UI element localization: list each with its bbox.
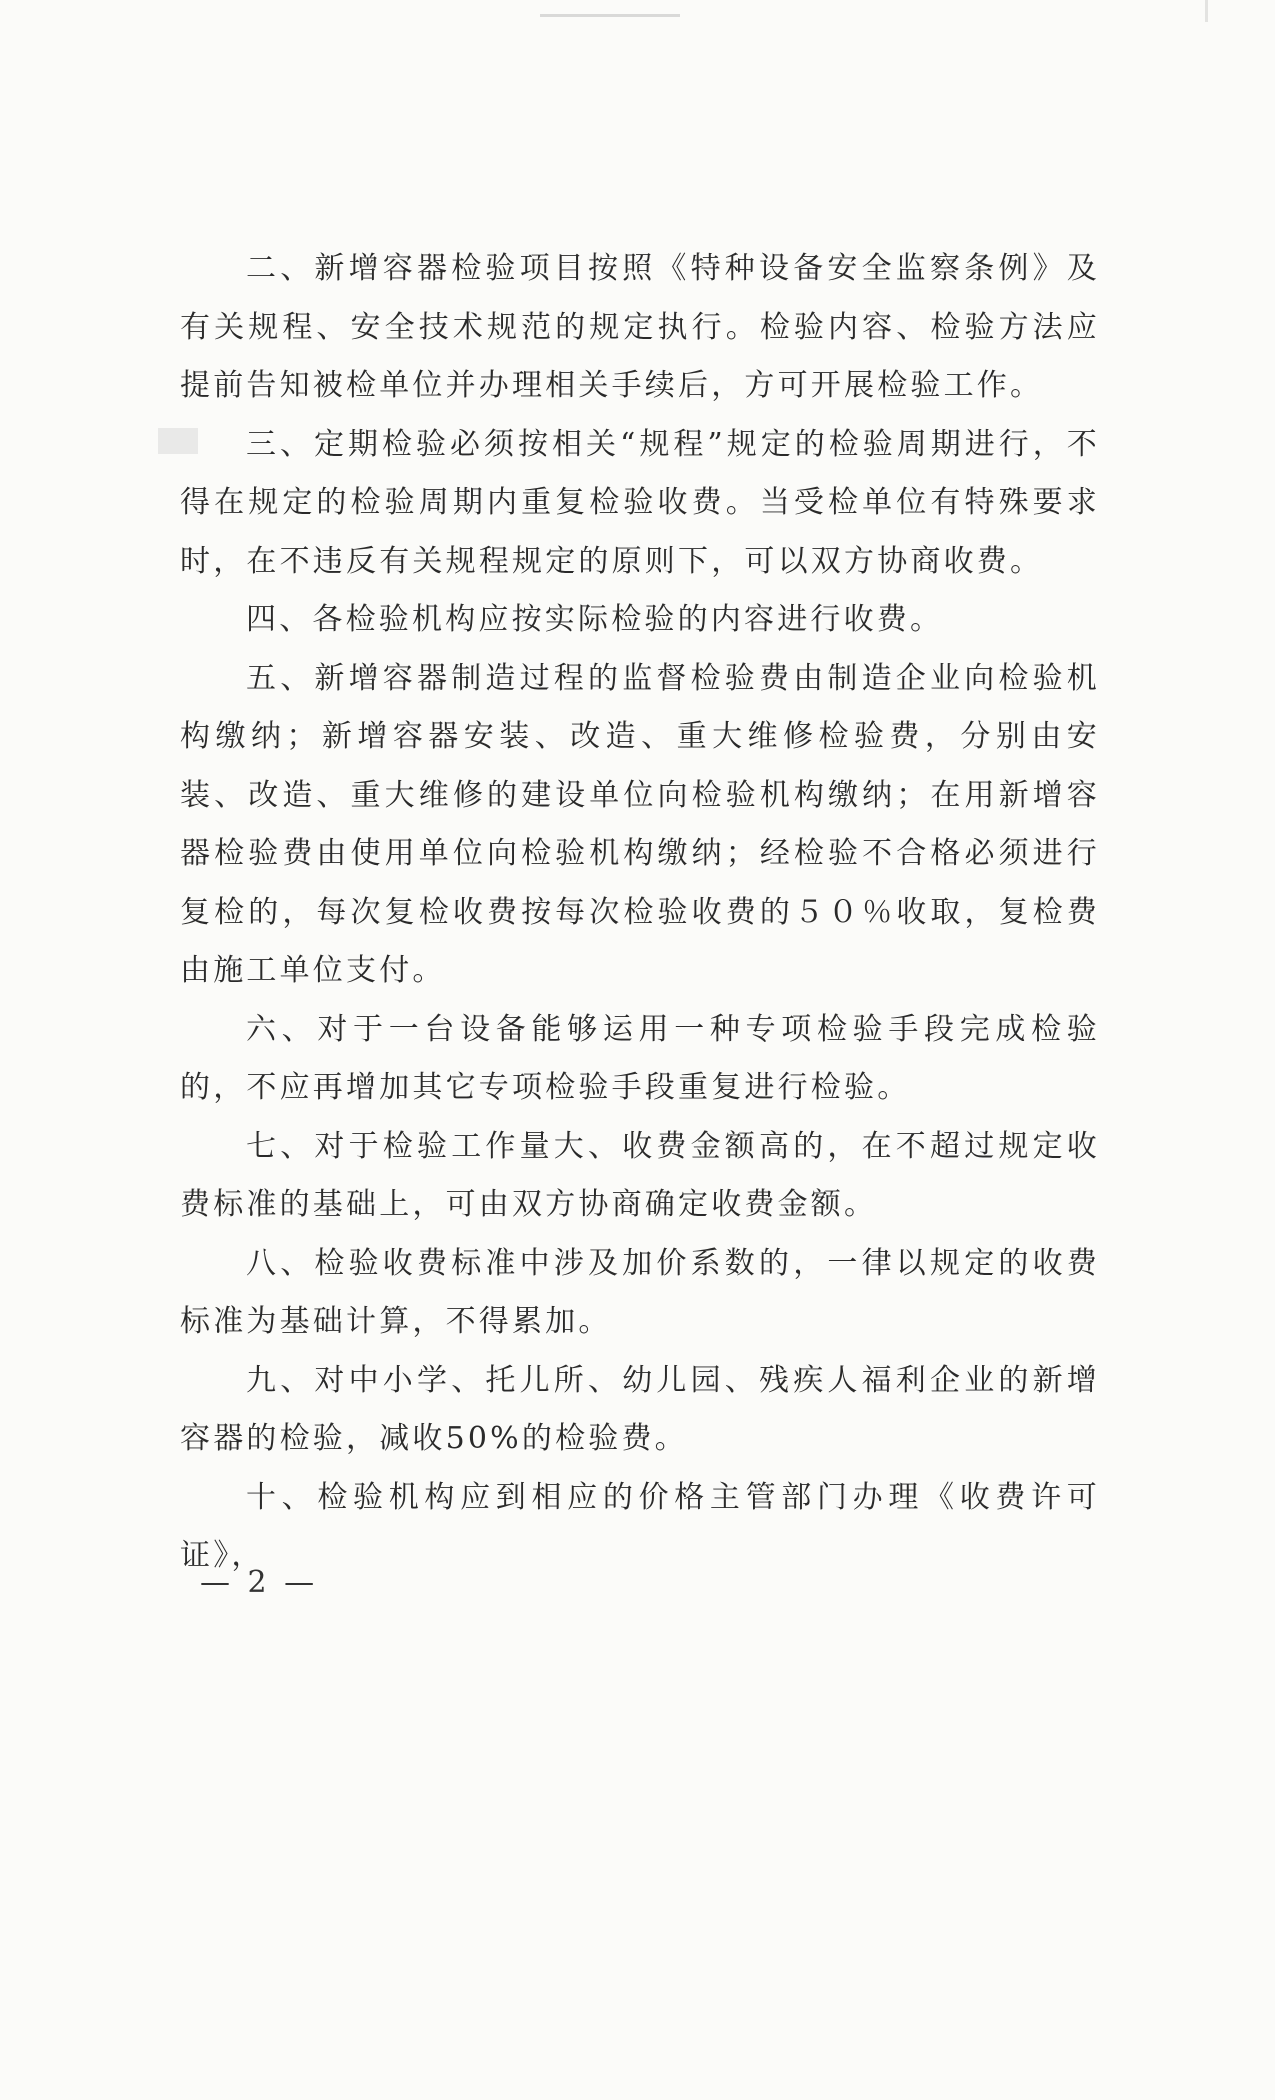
scan-mark-right bbox=[1205, 0, 1208, 22]
paragraph-6: 六、对于一台设备能够运用一种专项检验手段完成检验的，不应再增加其它专项检验手段重复进行检验。 bbox=[180, 1011, 1100, 1105]
page-number: — 2 — bbox=[200, 1565, 319, 1600]
paragraph-2: 二、新增容器检验项目按照《特种设备安全监察条例》及有关规程、安全技术规范的规定执行。检验内容、检验方法应提前告知被检单位并办理相关手续后，方可开展检验工作。 bbox=[180, 251, 1100, 403]
paragraph-5: 五、新增容器制造过程的监督检验费由制造企业向检验机构缴纳；新增容器安装、改造、重大维修检验费，分别由安装、改造、重大维修的建设单位向检验机构缴纳；在用新增容器检验费由使用单位向检验机构缴纳；经检验不合格必须进行复检的，每次复检收费按每次检验收费的５０％收取，复检费由施工单位支付。 bbox=[180, 660, 1100, 988]
paragraph-7: 七、对于检验工作量大、收费金额高的，在不超过规定收费标准的基础上，可由双方协商确定收费金额。 bbox=[180, 1128, 1100, 1222]
paragraph-10: 十、检验机构应到相应的价格主管部门办理《收费许可证》， bbox=[180, 1479, 1100, 1573]
paragraph-4: 四、各检验机构应按实际检验的内容进行收费。 bbox=[246, 602, 944, 637]
paragraph-9: 九、对中小学、托儿所、幼儿园、残疾人福利企业的新增容器的检验，减收50%的检验费。 bbox=[180, 1362, 1100, 1456]
paragraph-3: 三、定期检验必须按相关“规程”规定的检验周期进行，不得在规定的检验周期内重复检验收费。当受检单位有特殊要求时，在不违反有关规程规定的原则下，可以双方协商收费。 bbox=[180, 426, 1100, 579]
paragraph-8: 八、检验收费标准中涉及加价系数的，一律以规定的收费标准为基础计算，不得累加。 bbox=[180, 1245, 1100, 1339]
scan-mark-top bbox=[540, 14, 680, 17]
document-body bbox=[180, 240, 1100, 1586]
